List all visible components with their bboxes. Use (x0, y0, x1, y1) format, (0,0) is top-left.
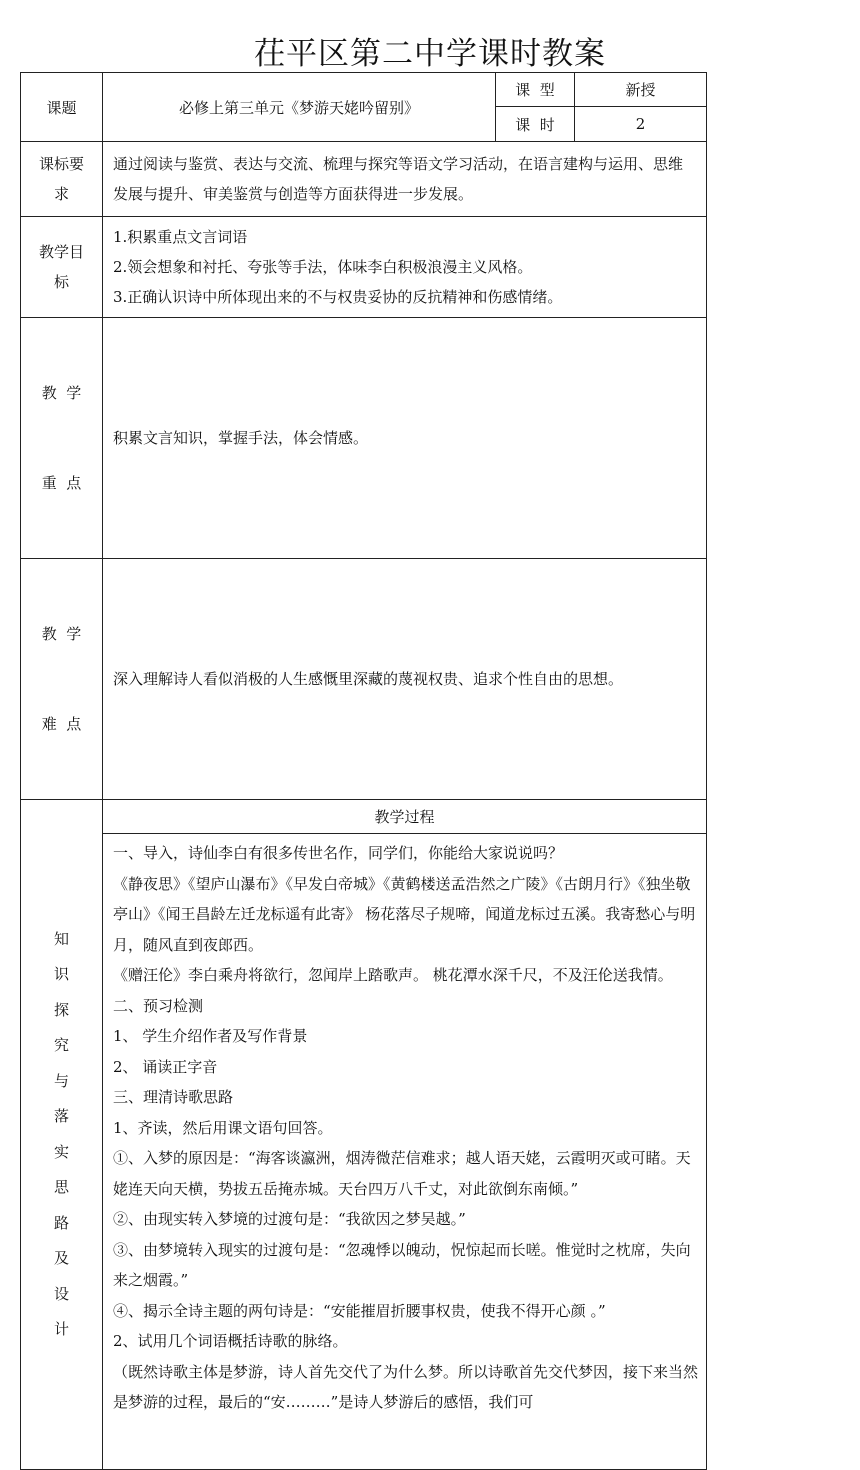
standard-label-line: 求 (53, 185, 69, 203)
side-char: 识 (53, 965, 69, 983)
difficulties-label (21, 559, 103, 800)
process-line: 1、 学生介绍作者及写作背景 (113, 1027, 308, 1045)
side-char: 落 (53, 1107, 69, 1125)
lesson-plan-table (20, 72, 707, 1470)
process-line: （既然诗歌主体是梦游，诗人首先交代了为什么梦。所以诗歌首先交代梦因，接下来当然是梦游的过程，最后的“安………”是诗人梦游后的感悟，我们可 (113, 1362, 699, 1411)
process-content (103, 834, 707, 1470)
process-line: 1、齐读，然后用课文语句回答。 (113, 1118, 333, 1137)
topic-label: 课题 (21, 73, 103, 142)
difficulties-label-line: 难 点 (41, 715, 82, 733)
key-points-label (21, 318, 103, 559)
hours-label: 课 时 (496, 107, 575, 142)
process-side-label (21, 800, 103, 1470)
process-line: ③、由梦境转入现实的过渡句是：“忽魂悸以魄动，怳惊起而长嗟。惟觉时之枕席，失向来之烟霞。” (113, 1240, 691, 1289)
process-line: 2、 诵读正字音 (113, 1057, 218, 1076)
side-char: 计 (53, 1320, 69, 1338)
side-char: 路 (53, 1213, 69, 1232)
process-line: ④、揭示全诗主题的两句诗是：“安能摧眉折腰事权贵，使我不得开心颜 。” (113, 1301, 606, 1320)
type-label: 课 型 (496, 73, 575, 107)
process-line: ②、由现实转入梦境的过渡句是：“我欲因之梦吴越。” (113, 1210, 466, 1228)
process-line: ①、入梦的原因是：“海客谈瀛洲，烟涛微茫信难求；越人语天姥，云霞明灭或可睹。天姥连天向天横，势拔五岳掩赤城。天台四万八千丈，对此欲倒东南倾。” (113, 1149, 691, 1198)
standard-label-line: 课标要 (38, 155, 84, 173)
topic-value: 必修上第三单元《梦游天姥吟留别》 (103, 73, 496, 142)
process-line: 《静夜思》《望庐山瀑布》《早发白帝城》《黄鹤楼送孟浩然之广陵》《古朗月行》《独坐敬亭山》《闻王昌龄左迁龙标遥有此寄》 杨花落尽子规啼，闻道龙标过五溪。我寄愁心与明月，随风直到夜郎西。 (113, 874, 696, 954)
key-points-label-line: 重 点 (41, 474, 82, 492)
process-heading: 教学过程 (103, 800, 707, 834)
goals-label (21, 217, 103, 318)
side-char: 与 (53, 1071, 69, 1090)
page-title: 茌平区第二中学课时教案 (254, 36, 606, 72)
key-points-label-line: 教 学 (41, 384, 82, 402)
process-line: 三、理清诗歌思路 (113, 1088, 234, 1106)
goals-label-line: 标 (53, 273, 69, 291)
standard-label (21, 142, 103, 217)
type-value: 新授 (575, 73, 707, 107)
hours-value: 2 (575, 107, 707, 142)
process-line: 二、预习检测 (113, 996, 204, 1015)
standard-text: 通过阅读与鉴赏、表达与交流、梳理与探究等语文学习活动，在语言建构与运用、思维发展与提升、审美鉴赏与创造等方面获得进一步发展。 (103, 142, 707, 217)
goal-item: 1.积累重点文言词语 (113, 228, 248, 246)
difficulties-text: 深入理解诗人看似消极的人生感慨里深藏的蔑视权贵、追求个性自由的思想。 (103, 559, 707, 800)
process-line: 2、试用几个词语概括诗歌的脉络。 (113, 1332, 348, 1350)
goals-list (103, 217, 707, 318)
difficulties-label-line: 教 学 (41, 625, 82, 643)
goals-label-line: 教学目 (38, 243, 84, 261)
side-char: 及 (53, 1249, 69, 1267)
side-char: 思 (53, 1178, 69, 1196)
side-char: 设 (53, 1284, 69, 1303)
side-char: 究 (53, 1036, 69, 1054)
key-points-text: 积累文言知识，掌握手法，体会情感。 (103, 318, 707, 559)
goal-item: 2.领会想象和衬托、夸张等手法，体味李白积极浪漫主义风格。 (113, 258, 533, 276)
side-char: 实 (53, 1142, 69, 1161)
process-line: 《赠汪伦》李白乘舟将欲行，忽闻岸上踏歌声。 桃花潭水深千尺，不及汪伦送我情。 (113, 966, 673, 984)
goal-item: 3.正确认识诗中所体现出来的不与权贵妥协的反抗精神和伤感情绪。 (113, 288, 563, 306)
process-line: 一、导入，诗仙李白有很多传世名作，同学们，你能给大家说说吗？ (113, 844, 564, 862)
side-char: 知 (53, 929, 69, 948)
side-char: 探 (53, 1000, 69, 1019)
